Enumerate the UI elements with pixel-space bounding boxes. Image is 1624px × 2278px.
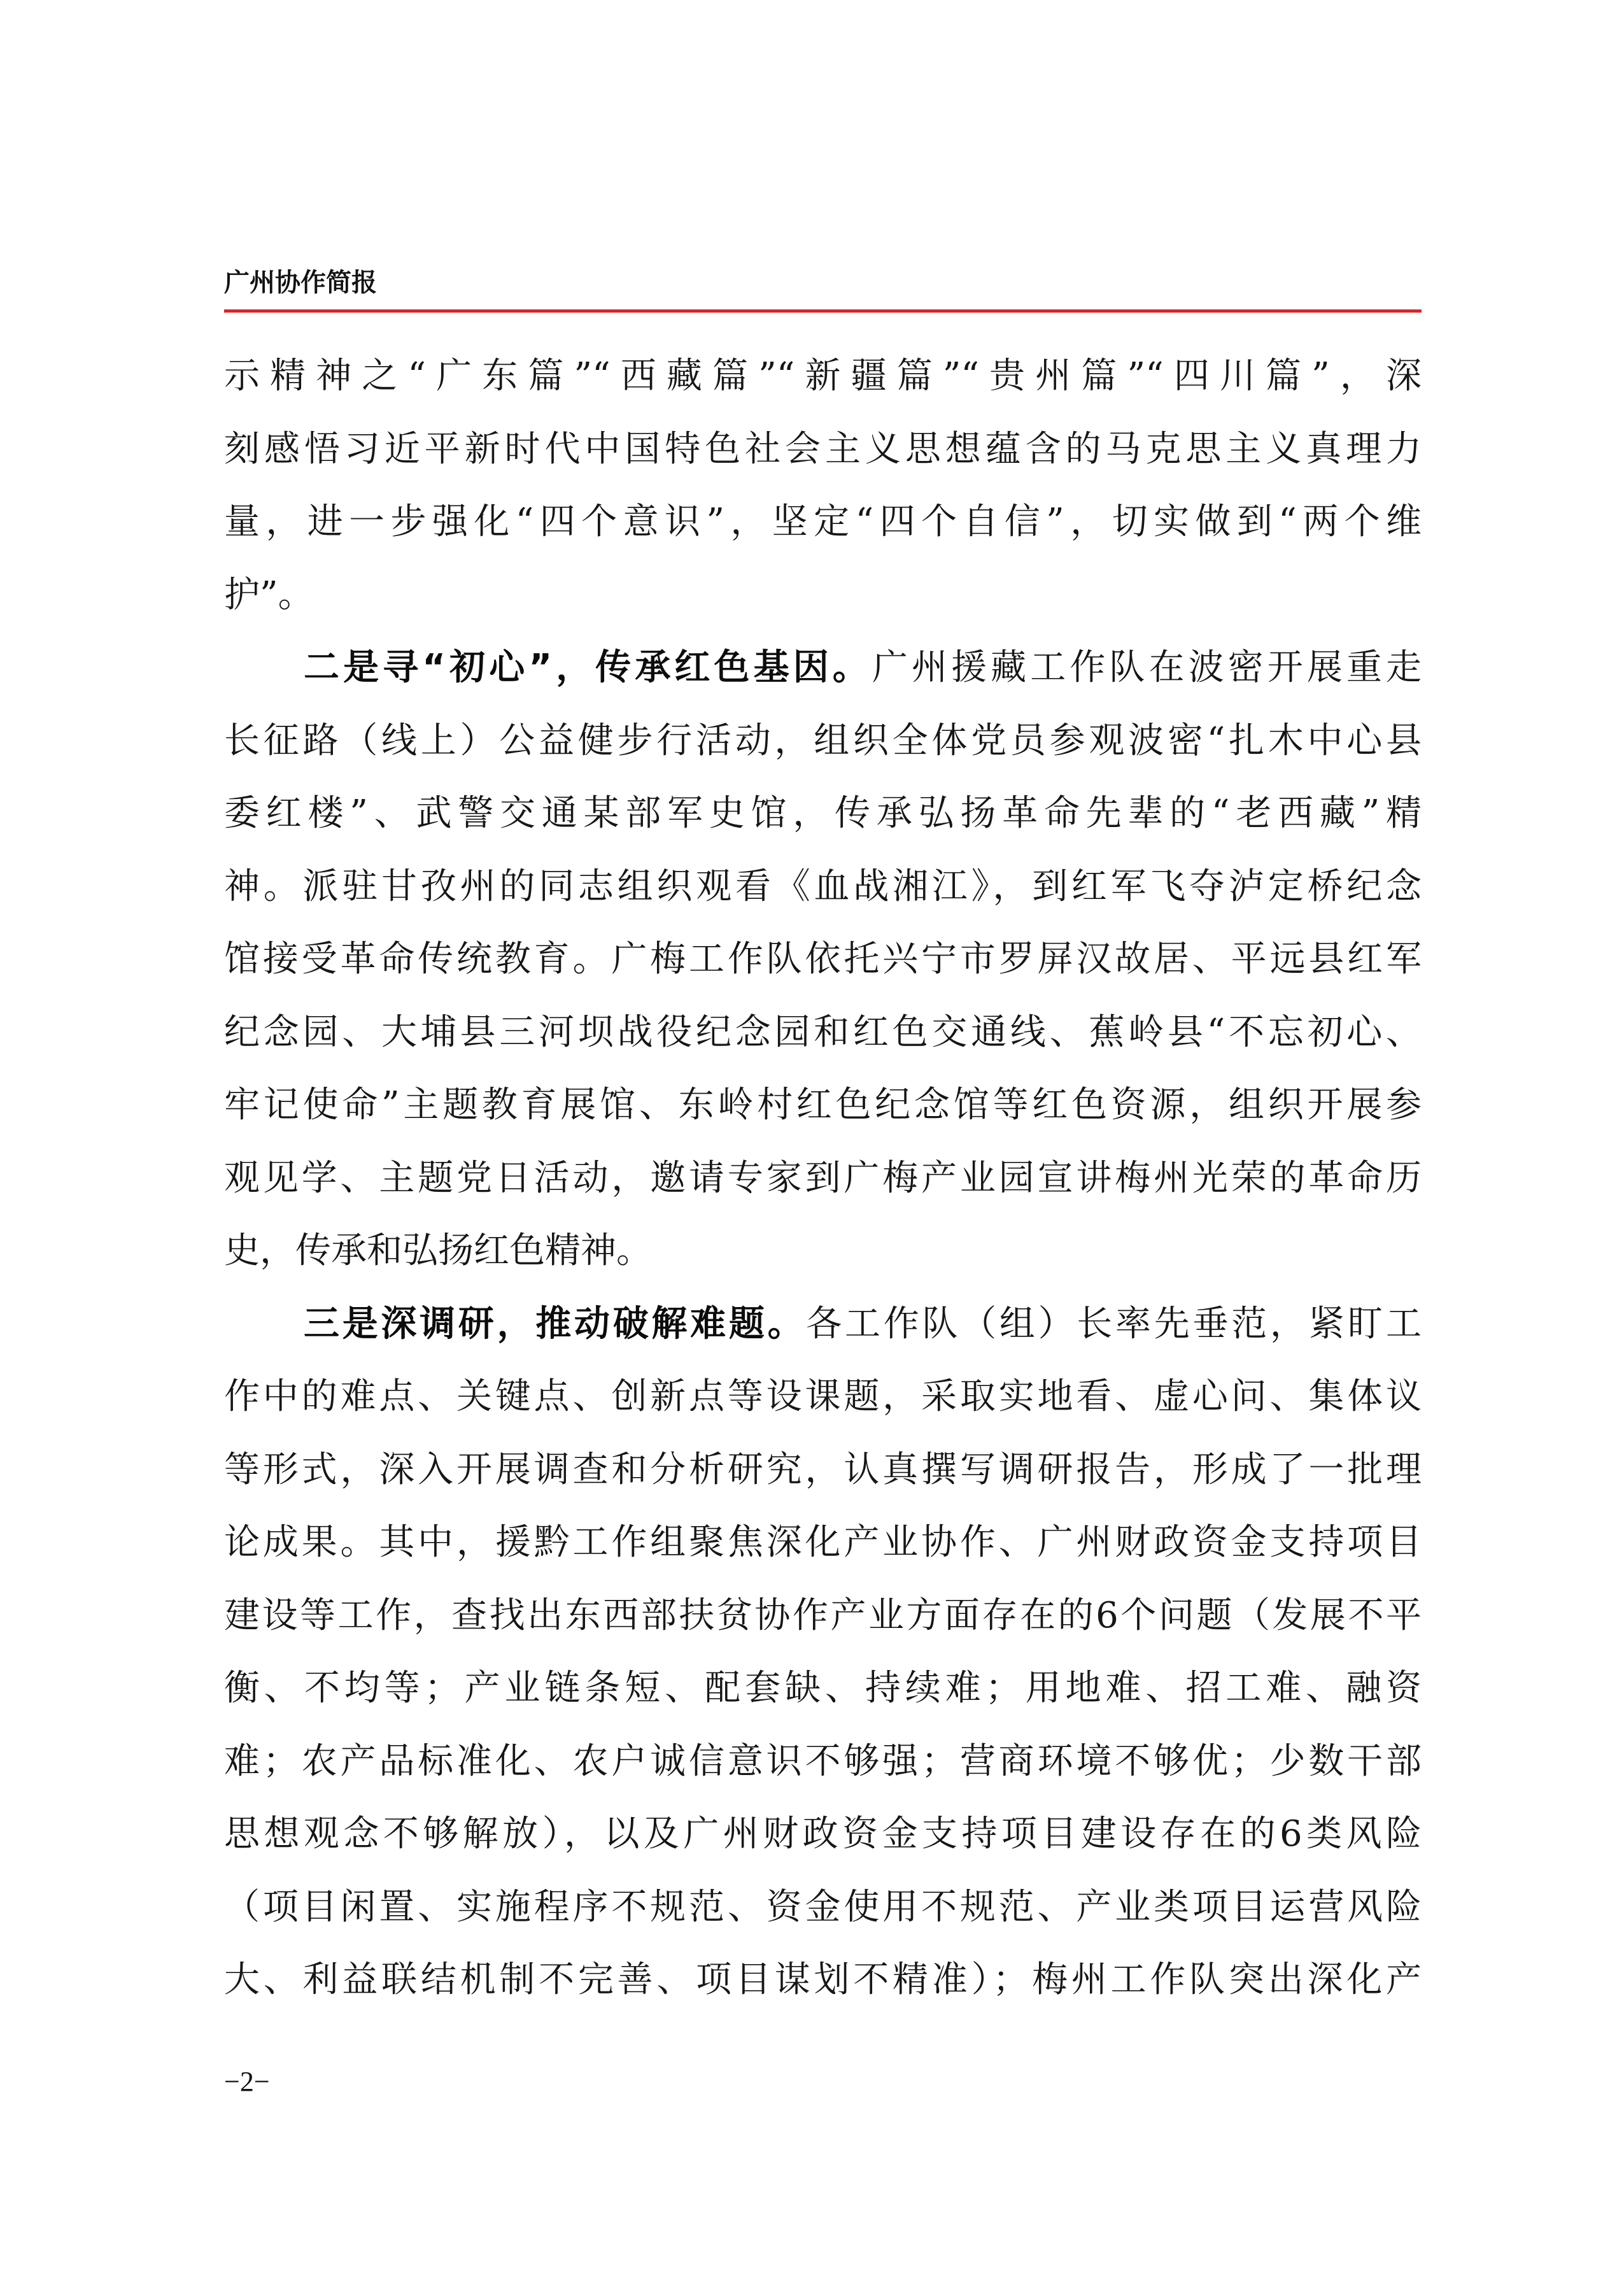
body-text-line: 作中的难点、关键点、创新点等设课题，采取实地看、虚心问、集体议	[224, 1376, 1422, 1417]
paragraph-2	[224, 632, 1422, 1288]
header-red-rule	[224, 309, 1422, 313]
body-text-line: （项目闲置、实施程序不规范、资金使用不规范、产业类项目运营风险	[224, 1886, 1422, 1928]
paragraph-1	[224, 340, 1422, 632]
body-text-line: 纪念园、大埔县三河坝战役纪念园和红色交通线、蕉岭县“不忘初心、	[224, 1011, 1422, 1053]
header-title: 广州协作简报	[224, 268, 377, 297]
body-text-line: 史，传承和弘扬红色精神。	[224, 1230, 652, 1271]
body-text-line: 等形式，深入开展调查和分析研究，认真撰写调研报告，形成了一批理	[224, 1448, 1422, 1490]
body-text-line: 长征路（线上）公益健步行活动，组织全体党员参观波密“扎木中心县	[224, 719, 1422, 761]
body-text-line: 神。派驻甘孜州的同志组织观看《血战湘江》，到红军飞夺泸定桥纪念	[224, 865, 1422, 907]
body-text-line: 护”。	[224, 574, 314, 616]
page-number: −2−	[224, 2066, 270, 2097]
body-text-line: 衡、不均等；产业链条短、配套缺、持续难；用地难、招工难、融资	[224, 1667, 1422, 1709]
body-text-line: 建设等工作，查找出东西部扶贫协作产业方面存在的6个问题（发展不平	[224, 1594, 1422, 1636]
body-text-line: 委红楼”、武警交通某部军史馆，传承弘扬革命先辈的“老西藏”精	[224, 793, 1422, 834]
body-text-line: 牢记使命”主题教育展馆、东岭村红色纪念馆等红色资源，组织开展参	[224, 1084, 1422, 1126]
body-text	[224, 340, 1422, 2017]
body-text-line: 量，进一步强化“四个意识”，坚定“四个自信”，切实做到“两个维	[224, 501, 1422, 542]
paragraph-lead-heading: 三是深调研，推动破解难题。	[304, 1303, 807, 1345]
body-text-line	[224, 632, 1422, 705]
body-text-run: 各工作队（组）长率先垂范，紧盯工	[806, 1303, 1422, 1345]
body-text-line: 刻感悟习近平新时代中国特色社会主义思想蕴含的马克思主义真理力	[224, 428, 1422, 470]
body-text-line: 难；农产品标准化、农户诚信意识不够强；营商环境不够优；少数干部	[224, 1740, 1422, 1782]
body-text-run: 广州援藏工作队在波密开展重走	[872, 647, 1422, 688]
body-text-line: 馆接受革命传统教育。广梅工作队依托兴宁市罗屏汉故居、平远县红军	[224, 938, 1422, 980]
paragraph-lead-heading: 二是寻“初心”，传承红色基因。	[304, 647, 872, 688]
body-text-line	[224, 1288, 1422, 1361]
body-text-line: 大、利益联结机制不完善、项目谋划不精准）；梅州工作队突出深化产	[224, 1959, 1422, 2000]
body-text-line: 论成果。其中，援黔工作组聚焦深化产业协作、广州财政资金支持项目	[224, 1522, 1422, 1563]
body-text-line: 示精神之“广东篇”“西藏篇”“新疆篇”“贵州篇”“四川篇”，深	[224, 355, 1422, 397]
body-text-line: 观见学、主题党日活动，邀请专家到广梅产业园宣讲梅州光荣的革命历	[224, 1157, 1422, 1199]
paragraph-3	[224, 1288, 1422, 2017]
body-text-line: 思想观念不够解放），以及广州财政资金支持项目建设存在的6类风险	[224, 1813, 1422, 1855]
